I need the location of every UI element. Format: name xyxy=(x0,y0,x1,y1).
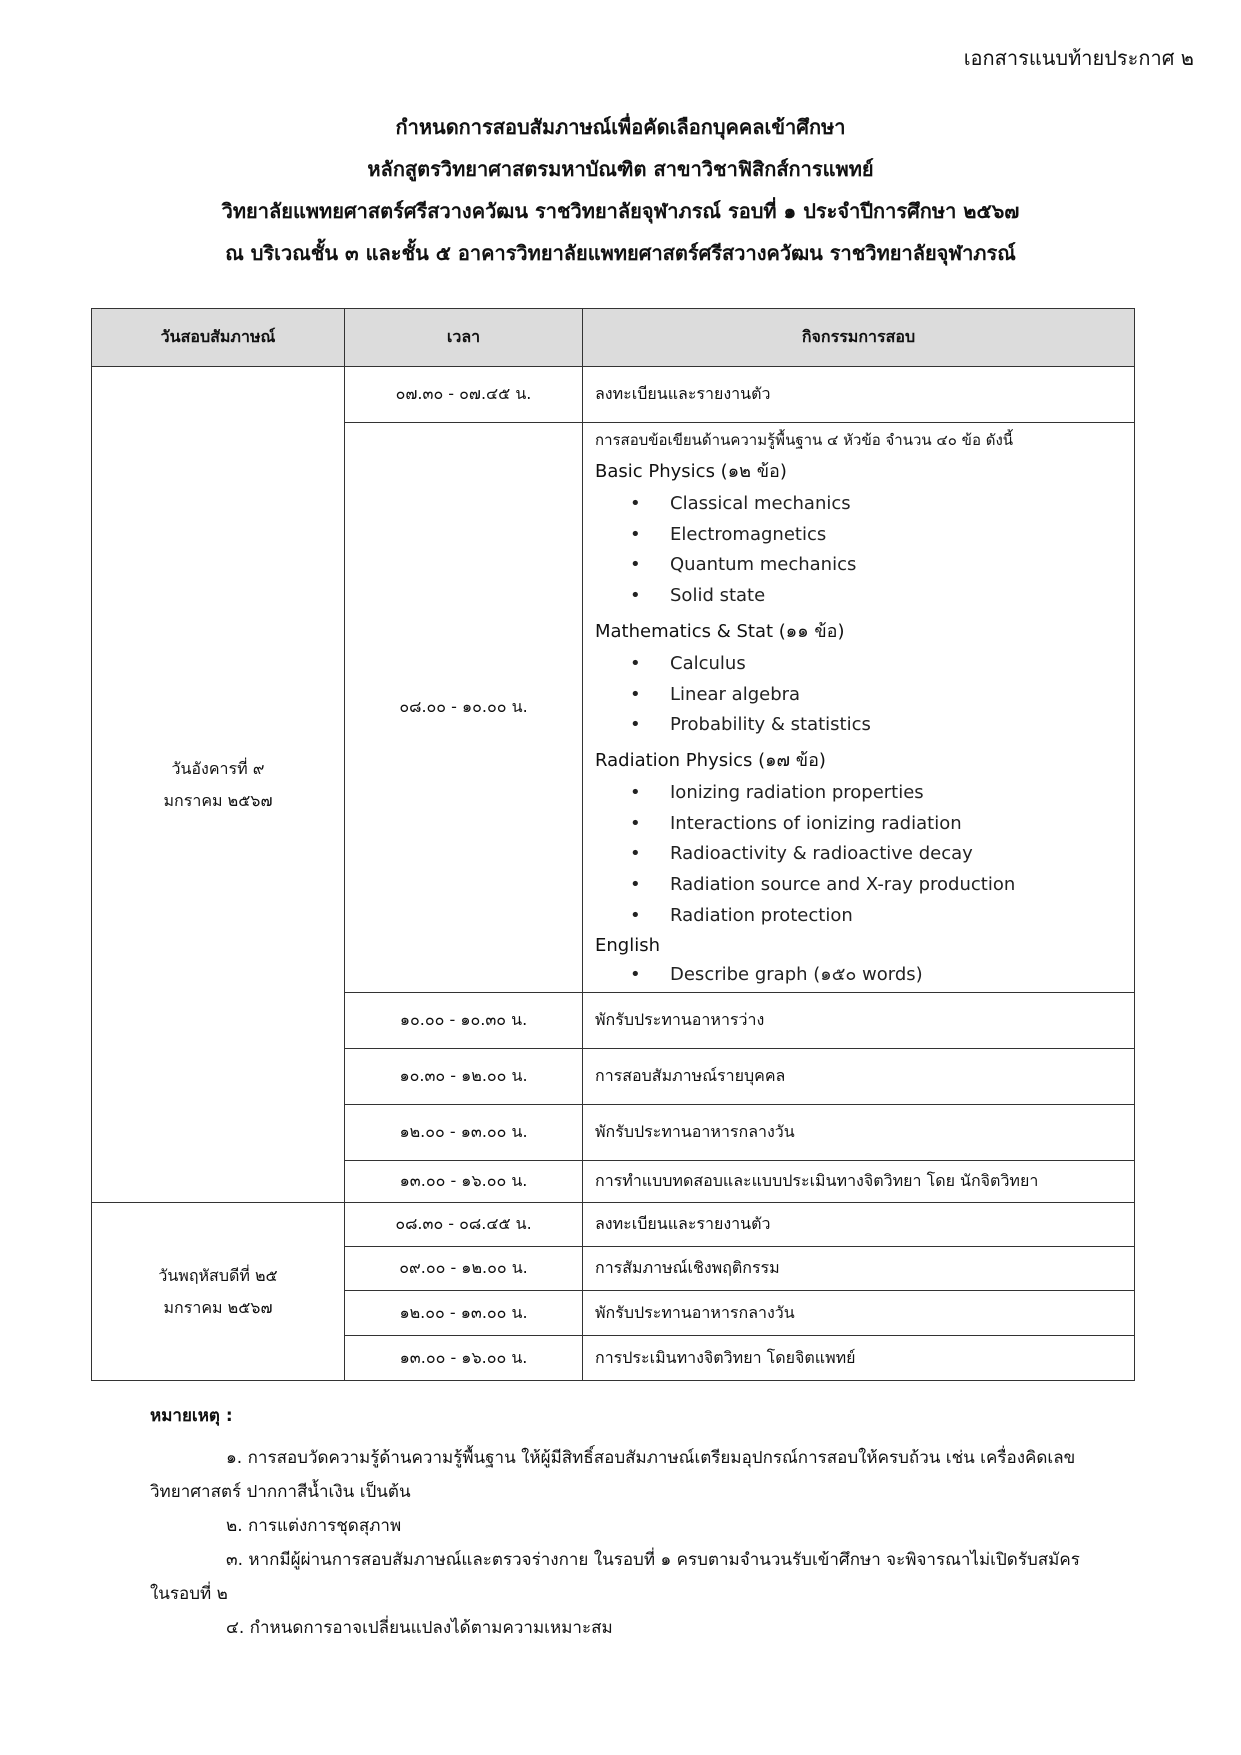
bullet-icon: • xyxy=(630,585,641,607)
bullet-icon: • xyxy=(630,812,641,834)
bullet-icon: • xyxy=(630,781,641,803)
header-time: เวลา xyxy=(345,309,583,367)
bullet-icon: • xyxy=(630,493,641,514)
section-title-math-stat: Mathematics & Stat (๑๑ ข้อ) xyxy=(595,620,845,642)
note-1: ๑. การสอบวัดความรู้ด้านความรู้พื้นฐาน ให้ผู้มีสิทธิ์สอบสัมภาษณ์เตรียมอุปกรณ์การสอบให้ครบถ้วน เช่น เครื่องคิดเลข xyxy=(226,1448,1076,1468)
schedule-table xyxy=(91,308,1135,1381)
note-2: ๒. การแต่งการชุดสุภาพ xyxy=(226,1516,402,1536)
time-cell: ๐๗.๓๐ - ๐๗.๔๕ น. xyxy=(345,367,583,423)
activity-cell: การทำแบบทดสอบและแบบประเมินทางจิตวิทยา โดย นักจิตวิทยา xyxy=(583,1161,1135,1203)
bullet-icon: • xyxy=(630,964,641,986)
exam-detail-cell xyxy=(583,423,1135,993)
bullet-icon: • xyxy=(630,683,641,705)
list-item: • Ionizing radiation properties xyxy=(630,778,1133,809)
list-item: • Solid state xyxy=(630,581,1133,612)
bullet-icon: • xyxy=(630,554,641,576)
day1-cell xyxy=(92,367,345,1203)
note-3: ๓. หากมีผู้ผ่านการสอบสัมภาษณ์และตรวจร่างกาย ในรอบที่ ๑ ครบตามจำนวนรับเข้าศึกษา จะพิจารณาไม่เปิดรับสมัคร xyxy=(226,1550,1080,1570)
bullet-icon: • xyxy=(630,523,641,545)
activity-cell: พักรับประทานอาหารว่าง xyxy=(583,993,1135,1049)
bullet-icon: • xyxy=(630,843,641,865)
list-item: • Linear algebra xyxy=(630,680,1133,711)
list-item: • Quantum mechanics xyxy=(630,550,1133,581)
exam-intro: การสอบข้อเขียนด้านความรู้พื้นฐาน ๔ หัวข้อ จำนวน ๔๐ ข้อ ดังนี้ xyxy=(595,431,1014,449)
note-4: ๔. กำหนดการอาจเปลี่ยนแปลงได้ตามความเหมาะสม xyxy=(226,1618,613,1638)
day2-cell xyxy=(92,1203,345,1381)
list-item: • Radioactivity & radioactive decay xyxy=(630,839,1133,870)
bullet-icon: • xyxy=(630,904,641,926)
table-header-row xyxy=(92,309,1135,367)
activity-cell: การสัมภาษณ์เชิงพฤติกรรม xyxy=(583,1247,1135,1291)
notes-section xyxy=(150,1402,1110,1645)
activity-cell: การสอบสัมภาษณ์รายบุคคล xyxy=(583,1049,1135,1105)
list-item: • Classical mechanics xyxy=(630,489,1133,520)
title-line-1: กำหนดการสอบสัมภาษณ์เพื่อคัดเลือกบุคคลเข้าศึกษา xyxy=(395,115,846,139)
list-item: • Describe graph (๑๕๐ words) xyxy=(630,960,1133,991)
list-item: • Calculus xyxy=(630,649,1133,680)
activity-cell: ลงทะเบียนและรายงานตัว xyxy=(583,367,1135,423)
bullet-icon: • xyxy=(630,714,641,736)
activity-cell: พักรับประทานอาหารกลางวัน xyxy=(583,1291,1135,1336)
note-3-continued: ในรอบที่ ๒ xyxy=(150,1584,228,1604)
title-line-4: ณ บริเวณชั้น ๓ และชั้น ๕ อาคารวิทยาลัยแพทยศาสตร์ศรีสวางควัฒน ราชวิทยาลัยจุฬาภรณ์ xyxy=(225,241,1016,265)
note-1-continued: วิทยาศาสตร์ ปากกาสีน้ำเงิน เป็นต้น xyxy=(150,1482,411,1502)
page-reference: เอกสารแนบท้ายประกาศ ๒ xyxy=(963,46,1194,70)
activity-cell: ลงทะเบียนและรายงานตัว xyxy=(583,1203,1135,1247)
list-item: • Probability & statistics xyxy=(630,710,1133,741)
table-row xyxy=(92,367,1135,423)
topic-list-math-stat xyxy=(595,649,1133,741)
title-line-3: วิทยาลัยแพทยศาสตร์ศรีสวางควัฒน ราชวิทยาลัยจุฬาภรณ์ รอบที่ ๑ ประจำปีการศึกษา ๒๕๖๗ xyxy=(221,199,1020,223)
time-cell: ๑๓.๐๐ - ๑๖.๐๐ น. xyxy=(345,1161,583,1203)
list-item: • Electromagnetics xyxy=(630,520,1133,551)
time-cell: ๑๓.๐๐ - ๑๖.๐๐ น. xyxy=(345,1336,583,1381)
activity-cell: พักรับประทานอาหารกลางวัน xyxy=(583,1105,1135,1161)
document-title-block xyxy=(0,106,1241,274)
time-cell: ๐๙.๐๐ - ๑๒.๐๐ น. xyxy=(345,1247,583,1291)
topic-list-radiation-physics xyxy=(595,778,1133,932)
section-title-english: English xyxy=(595,935,660,957)
activity-cell: การประเมินทางจิตวิทยา โดยจิตแพทย์ xyxy=(583,1336,1135,1381)
day2-month: มกราคม ๒๕๖๗ xyxy=(163,1297,273,1317)
day2-weekday: วันพฤหัสบดีที่ ๒๕ xyxy=(158,1265,278,1285)
time-cell: ๑๐.๓๐ - ๑๒.๐๐ น. xyxy=(345,1049,583,1105)
time-cell: ๑๒.๐๐ - ๑๓.๐๐ น. xyxy=(345,1105,583,1161)
time-cell: ๑๒.๐๐ - ๑๓.๐๐ น. xyxy=(345,1291,583,1336)
time-cell: ๐๘.๐๐ - ๑๐.๐๐ น. xyxy=(345,423,583,993)
topic-list-english xyxy=(595,960,1133,991)
time-cell: ๐๘.๓๐ - ๐๘.๔๕ น. xyxy=(345,1203,583,1247)
list-item: • Radiation source and X-ray production xyxy=(630,870,1133,901)
list-item: • Radiation protection xyxy=(630,901,1133,932)
section-title-basic-physics: Basic Physics (๑๒ ข้อ) xyxy=(595,461,787,482)
notes-heading: หมายเหตุ : xyxy=(150,1406,233,1426)
time-cell: ๑๐.๐๐ - ๑๐.๓๐ น. xyxy=(345,993,583,1049)
header-activity: กิจกรรมการสอบ xyxy=(583,309,1135,367)
topic-list-basic-physics xyxy=(595,489,1133,612)
title-line-2: หลักสูตรวิทยาศาสตรมหาบัณฑิต สาขาวิชาฟิสิกส์การแพทย์ xyxy=(367,157,874,181)
section-title-radiation-physics: Radiation Physics (๑๗ ข้อ) xyxy=(595,749,826,771)
list-item: • Interactions of ionizing radiation xyxy=(630,809,1133,840)
day1-month: มกราคม ๒๕๖๗ xyxy=(163,790,273,810)
table-row xyxy=(92,1203,1135,1247)
bullet-icon: • xyxy=(630,874,641,896)
bullet-icon: • xyxy=(630,652,641,674)
header-date: วันสอบสัมภาษณ์ xyxy=(92,309,345,367)
day1-weekday: วันอังคารที่ ๙ xyxy=(171,758,265,778)
